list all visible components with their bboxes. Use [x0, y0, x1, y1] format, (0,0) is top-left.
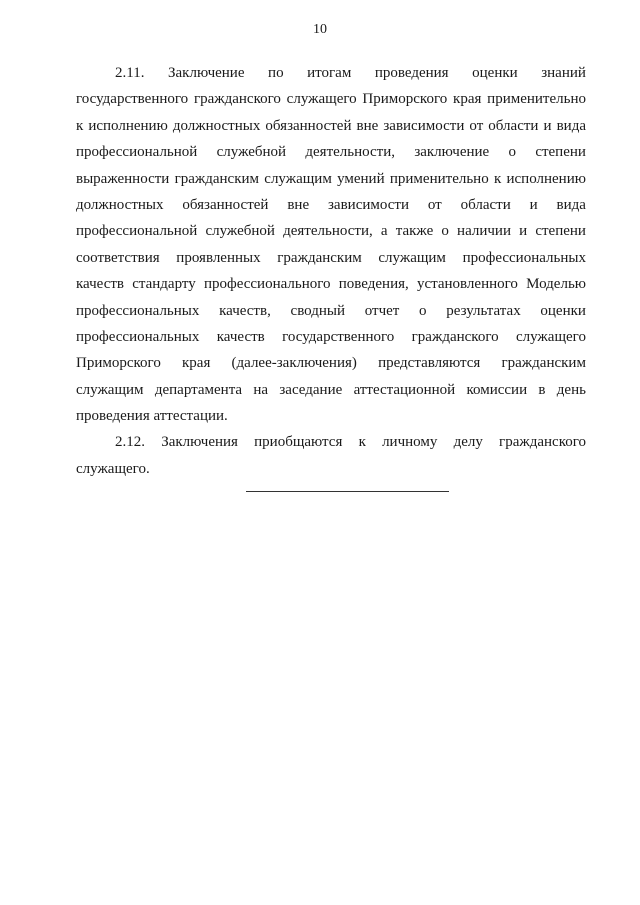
paragraph-2-11: [76, 60, 586, 429]
text-line: выраженности гражданским служащим умений применительно к исполнению: [76, 170, 586, 187]
text-line: профессиональной служебной деятельности, заключение о степени: [76, 144, 586, 161]
text-line: качеств стандарту профессионального поведения, установленного Моделью: [76, 276, 586, 293]
page-number: 10: [313, 22, 327, 37]
text-line: служащего.: [76, 460, 150, 477]
text-line: профессиональных качеств государственного гражданского служащего: [76, 328, 586, 345]
text-line: 2.11. Заключение по итогам проведения оценки знаний: [115, 65, 586, 81]
text-line: 2.12. Заключения приобщаются к личному делу гражданского: [115, 434, 586, 451]
end-separator-line: [246, 491, 449, 492]
text-line: служащим департамента на заседание аттестационной комиссии в день: [76, 381, 586, 398]
text-line: проведения аттестации.: [76, 408, 228, 425]
text-line: Приморского края (далее-заключения) представляются гражданским: [76, 355, 586, 372]
document-body: [76, 60, 586, 482]
text-line: к исполнению должностных обязанностей вне зависимости от области и вида: [76, 117, 586, 134]
text-line: соответствия проявленных гражданским служащим профессиональных: [76, 249, 586, 266]
paragraph-2-12: [76, 429, 586, 482]
text-line: должностных обязанностей вне зависимости от области и вида: [76, 196, 586, 213]
text-line: профессиональных качеств, сводный отчет о результатах оценки: [76, 302, 586, 319]
text-line: государственного гражданского служащего Приморского края применительно: [76, 91, 586, 108]
text-line: профессиональной служебной деятельности, а также о наличии и степени: [76, 223, 586, 240]
